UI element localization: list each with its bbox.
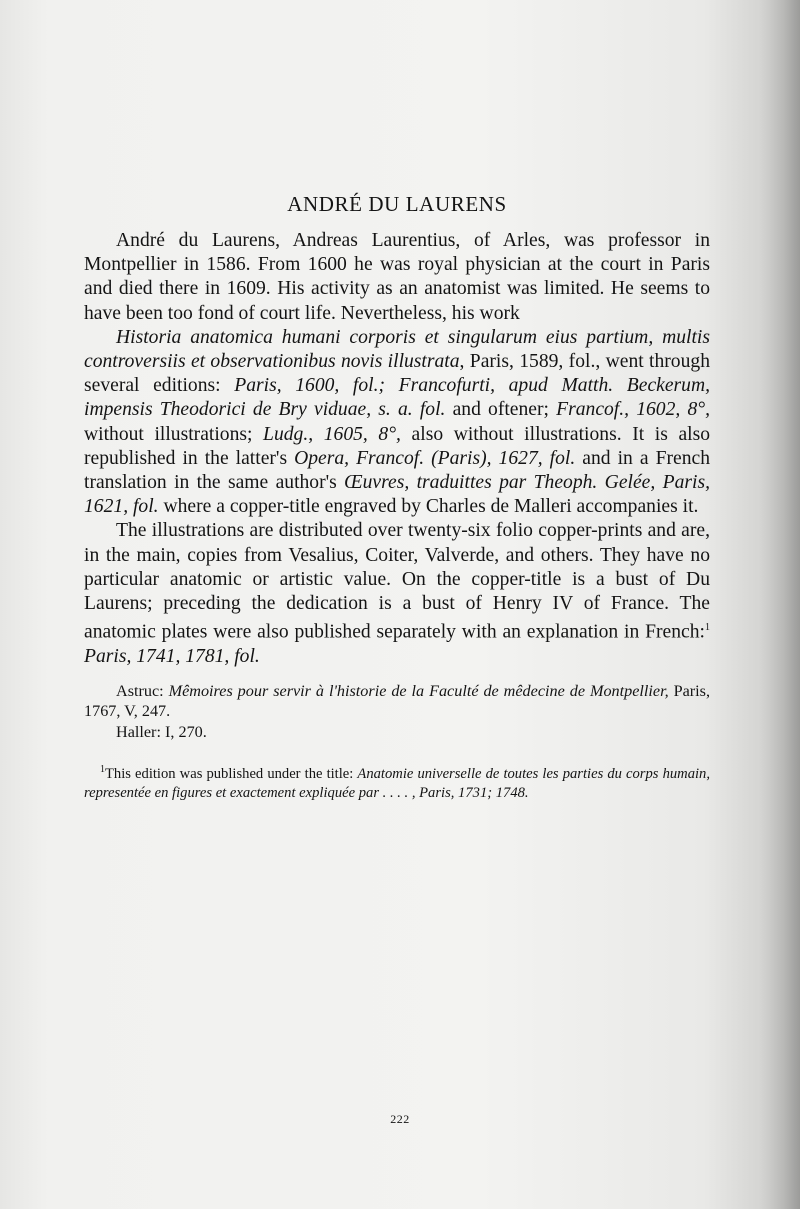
astruc-title: Mêmoires pour servir à l'historie de la Faculté de mêdecine de Montpellier, <box>168 682 669 701</box>
edition-ludg-1605: Ludg., 1605, 8°, <box>263 423 401 445</box>
editions-text-4: also without illustrations. It is also republished in the latter's <box>84 423 711 469</box>
bibliography-haller: Haller: I, 270. <box>116 723 207 742</box>
page-number: 222 <box>390 1112 410 1126</box>
paragraph-illustrations <box>84 519 710 669</box>
page-edge-shadow <box>760 0 800 1209</box>
book-title: Historia anatomica humani corporis et singularum eius partium, multis controversiis et observationibus novis illustrata <box>84 326 710 373</box>
edition-oeuvres: Œuvres, traduittes par Theoph. Gelée, Paris, 1621, fol. <box>84 472 710 518</box>
editions-text-5: and in a French translation in the same author's <box>84 447 710 494</box>
editions-text-6: where a copper-title engraved by Charles de Malleri accompanies it. <box>158 496 699 518</box>
editions-text-3: without illustrations; <box>84 423 264 445</box>
footnote-title: Anatomie universelle de toutes les parties du corps humain, representée en figures et exactement expliquée par . . . . , Paris, 1731; 1748. <box>84 766 710 802</box>
paragraph-biography: André du Laurens, Andreas Laurentius, of Arles, was professor in Montpellier in 1586. From 1600 he was royal physician at the court in Paris and died there in 1609. His activity as an anatomist was limited. He seems to have been too fond of court life. Nevertheless, his work <box>84 230 710 324</box>
footnote-mark: 1 <box>100 764 105 776</box>
text-block <box>84 192 710 803</box>
page-title: ANDRÉ DU LAURENS <box>287 192 507 216</box>
astruc-author: Astruc: <box>116 682 169 701</box>
footnote-reference: 1 <box>705 622 710 634</box>
edition-paris-francofurti: Paris, 1600, fol.; Francofurti, apud Matth. Beckerum, impensis Theodorici de Bry viduae, s. a. fol. <box>84 375 711 421</box>
paragraph-editions <box>84 326 710 520</box>
edition-francof-1602: Francof., 1602, 8°, <box>556 399 710 421</box>
edition-separate-plates: Paris, 1741, 1781, fol. <box>84 645 260 667</box>
footnote <box>84 760 710 803</box>
editions-text-2: and oftener; <box>445 399 557 421</box>
astruc-publication: Paris, 1767, V, 247. <box>84 682 711 721</box>
footnote-text: This edition was published under the title: <box>105 766 358 783</box>
edition-opera: Opera, Francof. (Paris), 1627, fol. <box>294 447 576 469</box>
editions-text-1: , Paris, 1589, fol., went through several editions: <box>84 351 710 397</box>
illustrations-text: The illustrations are distributed over twenty-six folio copper-prints and are, in the main, copies from Vesalius, Coiter, Valverde, and others. They have no particular anatomic or artistic value. On the copper-title is a bust of Du Laurens; preceding the dedication is a bust of Henry IV of France. The anatomic plates were also published separately with an explanation in French: <box>84 520 710 643</box>
bibliography-astruc <box>84 681 710 721</box>
